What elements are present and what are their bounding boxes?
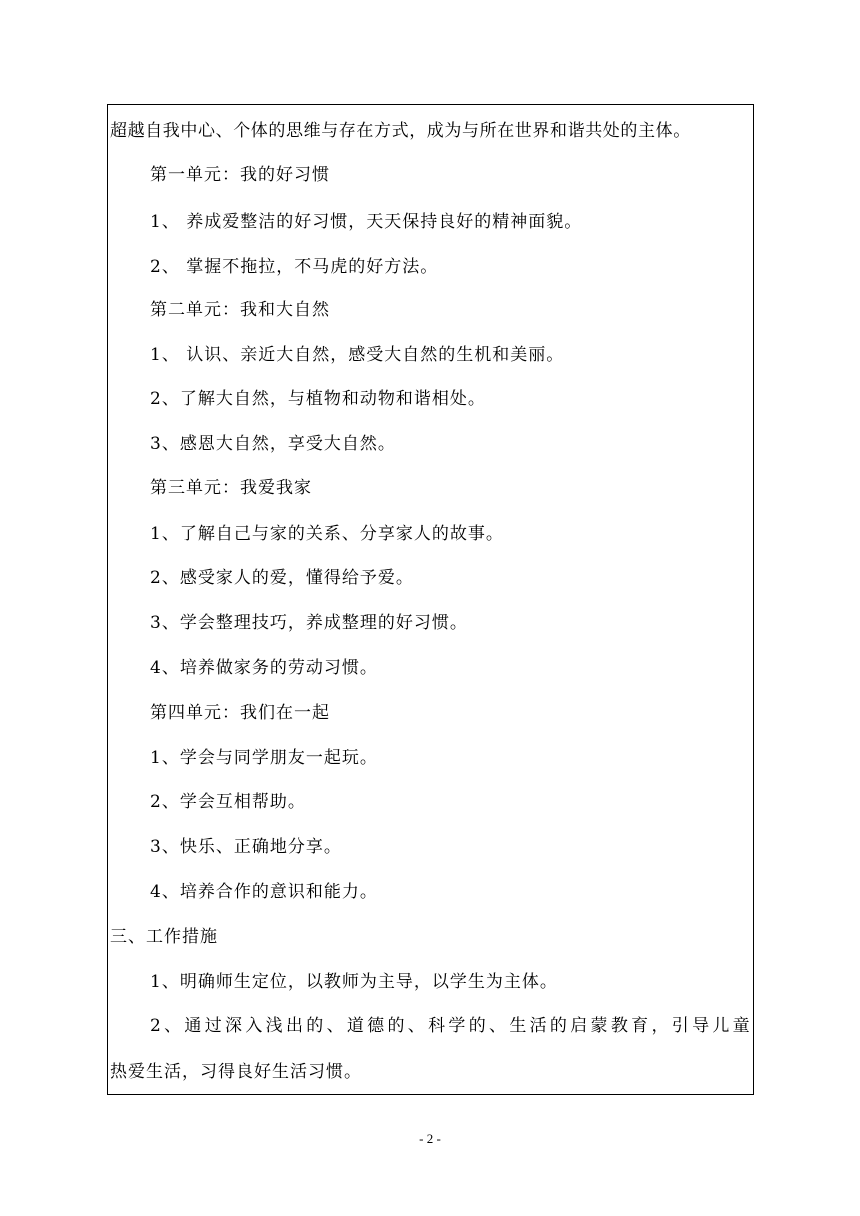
intro-continuation-text: 超越自我中心、个体的思维与存在方式，成为与所在世界和谐共处的主体。 <box>110 121 691 141</box>
unit-3-item-1: 1、了解自己与家的关系、分享家人的故事。 <box>150 524 504 544</box>
unit-2-title: 第二单元：我和大自然 <box>150 300 330 320</box>
unit-2-item-1: 1、 认识、亲近大自然，感受大自然的生机和美丽。 <box>150 345 565 365</box>
section-three-item-1: 1、明确师生定位，以教师为主导，以学生为主体。 <box>150 972 558 992</box>
unit-1-item-2: 2、 掌握不拖拉，不马虎的好方法。 <box>150 257 439 277</box>
section-three-item-2-line-2: 热爱生活，习得良好生活习惯。 <box>110 1062 362 1082</box>
unit-1-item-1: 1、 养成爱整洁的好习惯，天天保持良好的精神面貌。 <box>150 212 583 232</box>
page-number: - 2 - <box>419 1131 441 1146</box>
section-three-item-2-line-1: 2、通过深入浅出的、道德的、科学的、生活的启蒙教育，引导儿童 <box>150 1016 750 1036</box>
unit-3-item-2: 2、感受家人的爱，懂得给予爱。 <box>150 568 414 588</box>
unit-4-item-4: 4、培养合作的意识和能力。 <box>150 882 378 902</box>
unit-3-item-4: 4、培养做家务的劳动习惯。 <box>150 658 378 678</box>
unit-2-item-2: 2、了解大自然，与植物和动物和谐相处。 <box>150 389 486 409</box>
unit-4-item-2: 2、学会互相帮助。 <box>150 792 306 812</box>
unit-4-item-3: 3、快乐、正确地分享。 <box>150 837 342 857</box>
unit-4-item-1: 1、学会与同学朋友一起玩。 <box>150 748 378 768</box>
section-three-heading: 三、工作措施 <box>110 927 218 947</box>
unit-1-title: 第一单元：我的好习惯 <box>150 165 330 185</box>
unit-4-title: 第四单元：我们在一起 <box>150 703 330 723</box>
unit-3-item-3: 3、学会整理技巧，养成整理的好习惯。 <box>150 613 468 633</box>
unit-2-item-3: 3、感恩大自然，享受大自然。 <box>150 434 396 454</box>
unit-3-title: 第三单元：我爱我家 <box>150 478 312 498</box>
